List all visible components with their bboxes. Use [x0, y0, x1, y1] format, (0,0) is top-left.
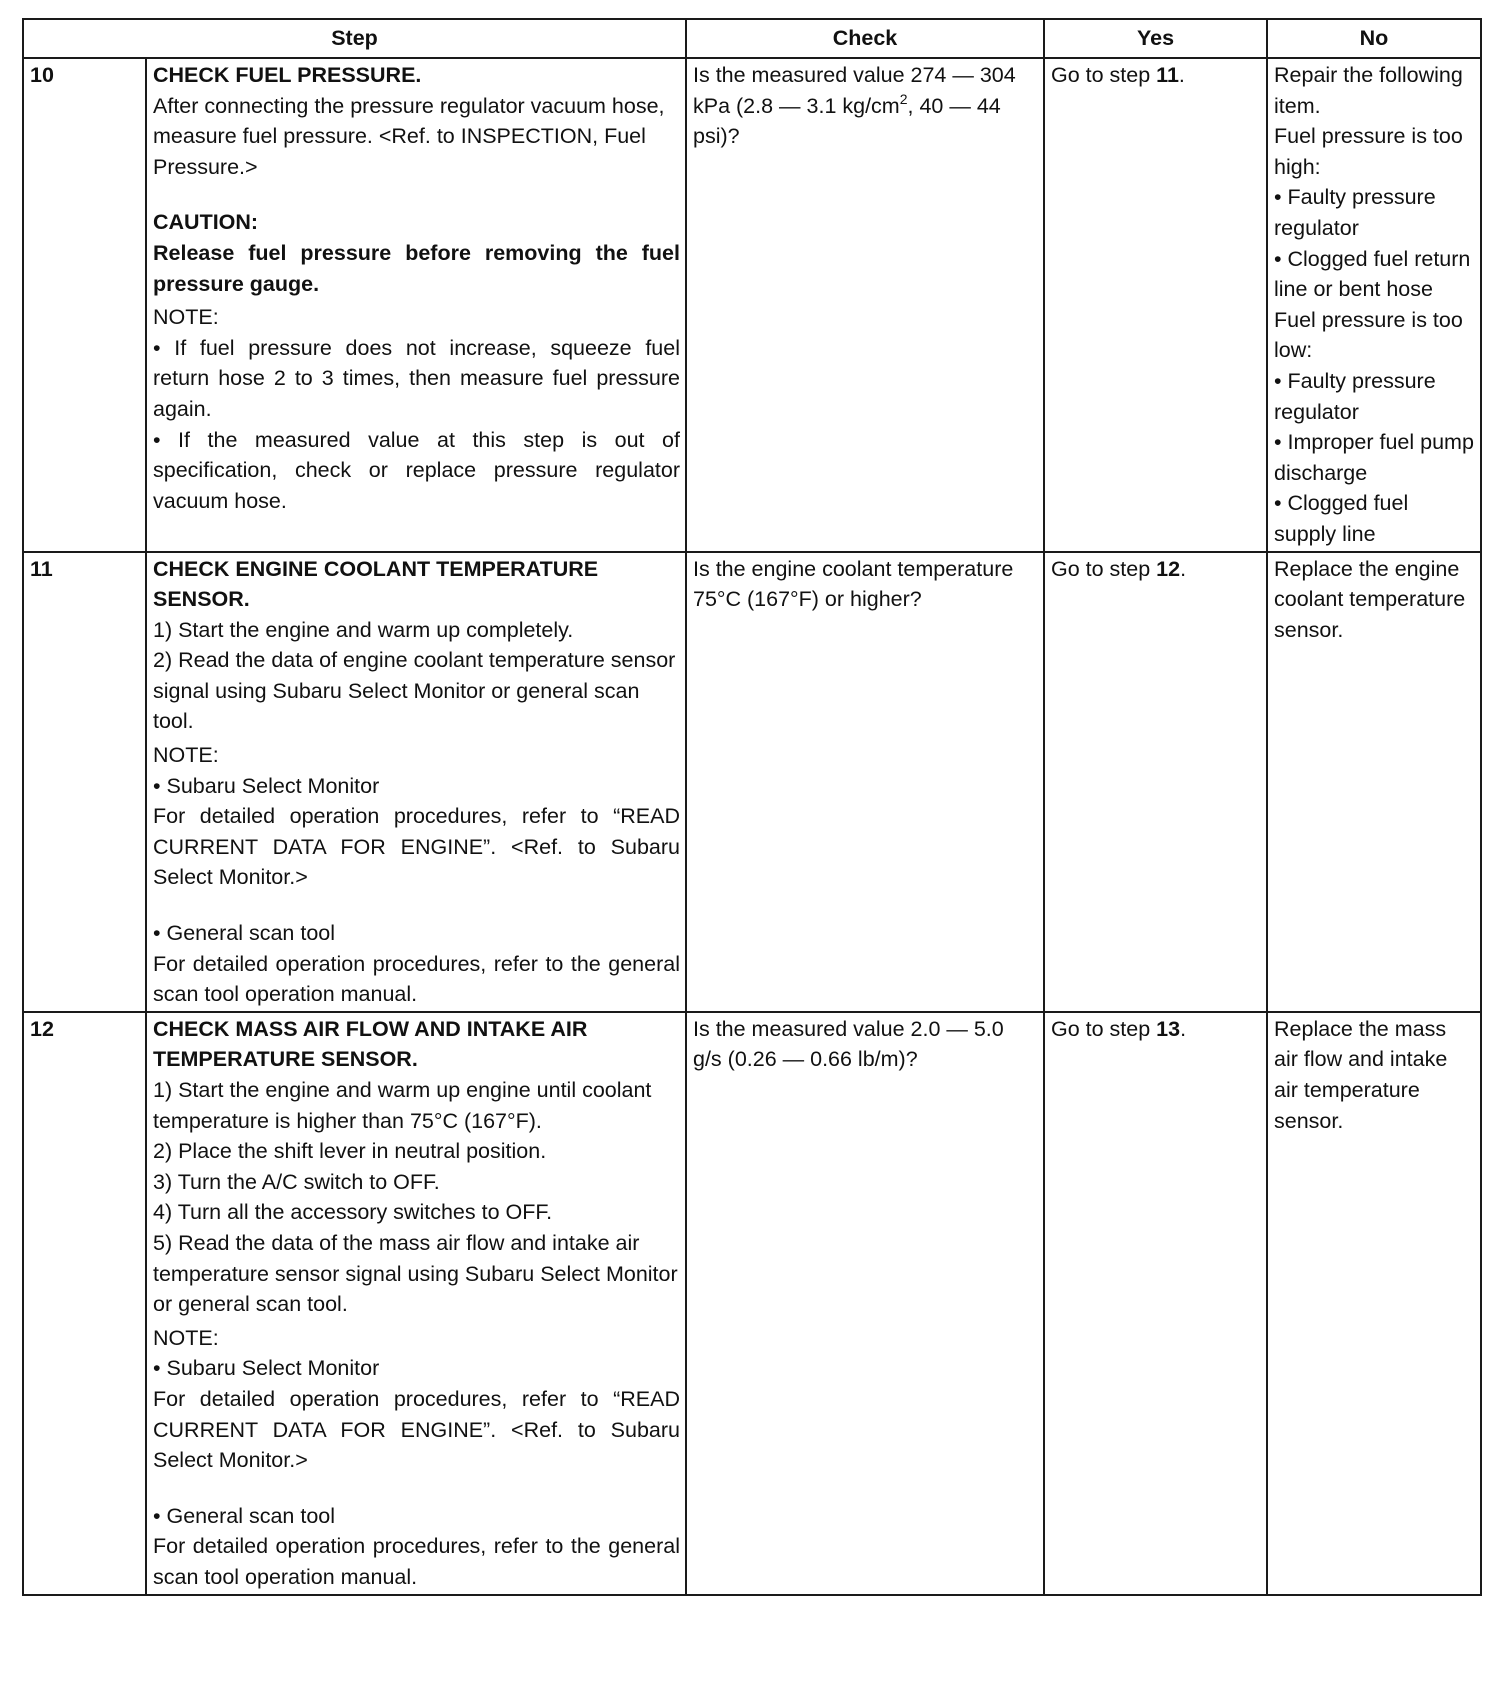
header-step: Step: [23, 19, 686, 58]
procedure-step: 2) Place the shift lever in neutral position.: [153, 1139, 547, 1164]
yes-text-end: .: [1178, 63, 1185, 87]
note-text: For detailed operation procedures, refer to the general scan tool operation manual.: [153, 1534, 680, 1589]
no-cell: Replace the mass air flow and intake air temperature sensor.: [1267, 1012, 1481, 1595]
header-check: Check: [686, 19, 1044, 58]
check-superscript: 2: [899, 90, 908, 107]
table-row: [23, 552, 1481, 1012]
yes-step-link: 13: [1156, 1016, 1181, 1041]
no-cell: [1267, 58, 1481, 552]
header-no: No: [1267, 19, 1481, 58]
header-row: [23, 19, 1481, 58]
yes-step-link: 11: [1156, 63, 1179, 87]
procedure-step: 2) Read the data of engine coolant temperature sensor signal using Subaru Select Monitor or general scan tool.: [153, 648, 676, 734]
procedure-step: 1) Start the engine and warm up engine until coolant temperature is higher than 75°C (167°F).: [153, 1078, 652, 1133]
yes-cell: [1044, 552, 1267, 1012]
caution-heading: CAUTION:: [153, 210, 259, 235]
check-text: Is the measured value 274 — 304 kPa (2.8 — 3.1 kg/cm: [693, 63, 1016, 118]
check-cell: Is the measured value 2.0 — 5.0 g/s (0.26 — 0.66 lb/m)?: [686, 1012, 1044, 1595]
no-line: • Faulty pressure regulator: [1274, 368, 1436, 424]
step-cell: [146, 552, 686, 1012]
yes-text-end: .: [1180, 1016, 1187, 1041]
step-number: 10: [23, 58, 146, 552]
header-yes: Yes: [1044, 19, 1267, 58]
yes-text-end: .: [1180, 556, 1187, 581]
note-label: • Subaru Select Monitor: [153, 1356, 380, 1381]
table-row: [23, 1012, 1481, 1595]
step-number: 12: [23, 1012, 146, 1595]
step-number: 11: [23, 552, 146, 1012]
yes-step-link: 12: [1156, 556, 1181, 581]
procedure-step: 1) Start the engine and warm up completely.: [153, 617, 574, 642]
procedure-step: 3) Turn the A/C switch to OFF.: [153, 1169, 440, 1194]
no-line: • Improper fuel pump discharge: [1274, 430, 1474, 485]
step-title: CHECK MASS AIR FLOW AND INTAKE AIR TEMPERATURE SENSOR.: [153, 1016, 588, 1072]
procedure-step: 4) Turn all the accessory switches to OFF.: [153, 1200, 553, 1225]
procedure-step: 5) Read the data of the mass air flow and intake air temperature sensor signal using Subaru Select Monitor or general scan tool.: [153, 1230, 678, 1317]
check-cell: Is the engine coolant temperature 75°C (167°F) or higher?: [686, 552, 1044, 1012]
no-line: • Faulty pressure regulator: [1274, 185, 1436, 240]
note-heading: NOTE:: [153, 1325, 219, 1350]
note-text: For detailed operation procedures, refer to “READ CURRENT DATA FOR ENGINE”. <Ref. to Subaru Select Monitor.>: [153, 804, 680, 890]
yes-text: Go to step: [1051, 556, 1157, 581]
step-cell: [146, 1012, 686, 1595]
note-text: For detailed operation procedures, refer to the general scan tool operation manual.: [153, 951, 680, 1007]
no-line: • Clogged fuel supply line: [1274, 491, 1409, 546]
no-cell: Replace the engine coolant temperature sensor.: [1267, 552, 1481, 1012]
no-line: Repair the following item.: [1274, 63, 1463, 118]
step-cell: [146, 58, 686, 552]
note-item: • If the measured value at this step is out of specification, check or replace pressure regulator vacuum hose.: [153, 427, 680, 513]
note-label: • General scan tool: [153, 1503, 336, 1528]
diagnostic-table: [22, 18, 1482, 1596]
yes-text: Go to step: [1051, 1016, 1157, 1041]
note-text: For detailed operation procedures, refer to “READ CURRENT DATA FOR ENGINE”. <Ref. to Subaru Select Monitor.>: [153, 1386, 680, 1473]
no-line: Fuel pressure is too low:: [1274, 307, 1463, 363]
note-label: • General scan tool: [153, 921, 336, 946]
note-heading: NOTE:: [153, 743, 219, 768]
table-row: [23, 58, 1481, 552]
step-title: CHECK FUEL PRESSURE.: [153, 63, 422, 87]
no-line: • Clogged fuel return line or bent hose: [1274, 246, 1471, 302]
note-heading: NOTE:: [153, 305, 219, 330]
step-title: CHECK ENGINE COOLANT TEMPERATURE SENSOR.: [153, 556, 599, 612]
step-intro: After connecting the pressure regulator vacuum hose, measure fuel pressure. <Ref. to INSPECTION, Fuel Pressure.>: [153, 93, 665, 179]
yes-cell: [1044, 58, 1267, 552]
yes-text: Go to step: [1051, 63, 1157, 87]
note-label: • Subaru Select Monitor: [153, 773, 380, 798]
no-line: Fuel pressure is too high:: [1274, 124, 1463, 179]
yes-cell: [1044, 1012, 1267, 1595]
check-text-end: , 40 — 44 psi)?: [693, 93, 1001, 149]
caution-text: Release fuel pressure before removing the fuel pressure gauge.: [153, 240, 680, 296]
note-item: • If fuel pressure does not increase, squeeze fuel return hose 2 to 3 times, then measure fuel pressure again.: [153, 335, 680, 421]
check-cell: [686, 58, 1044, 552]
